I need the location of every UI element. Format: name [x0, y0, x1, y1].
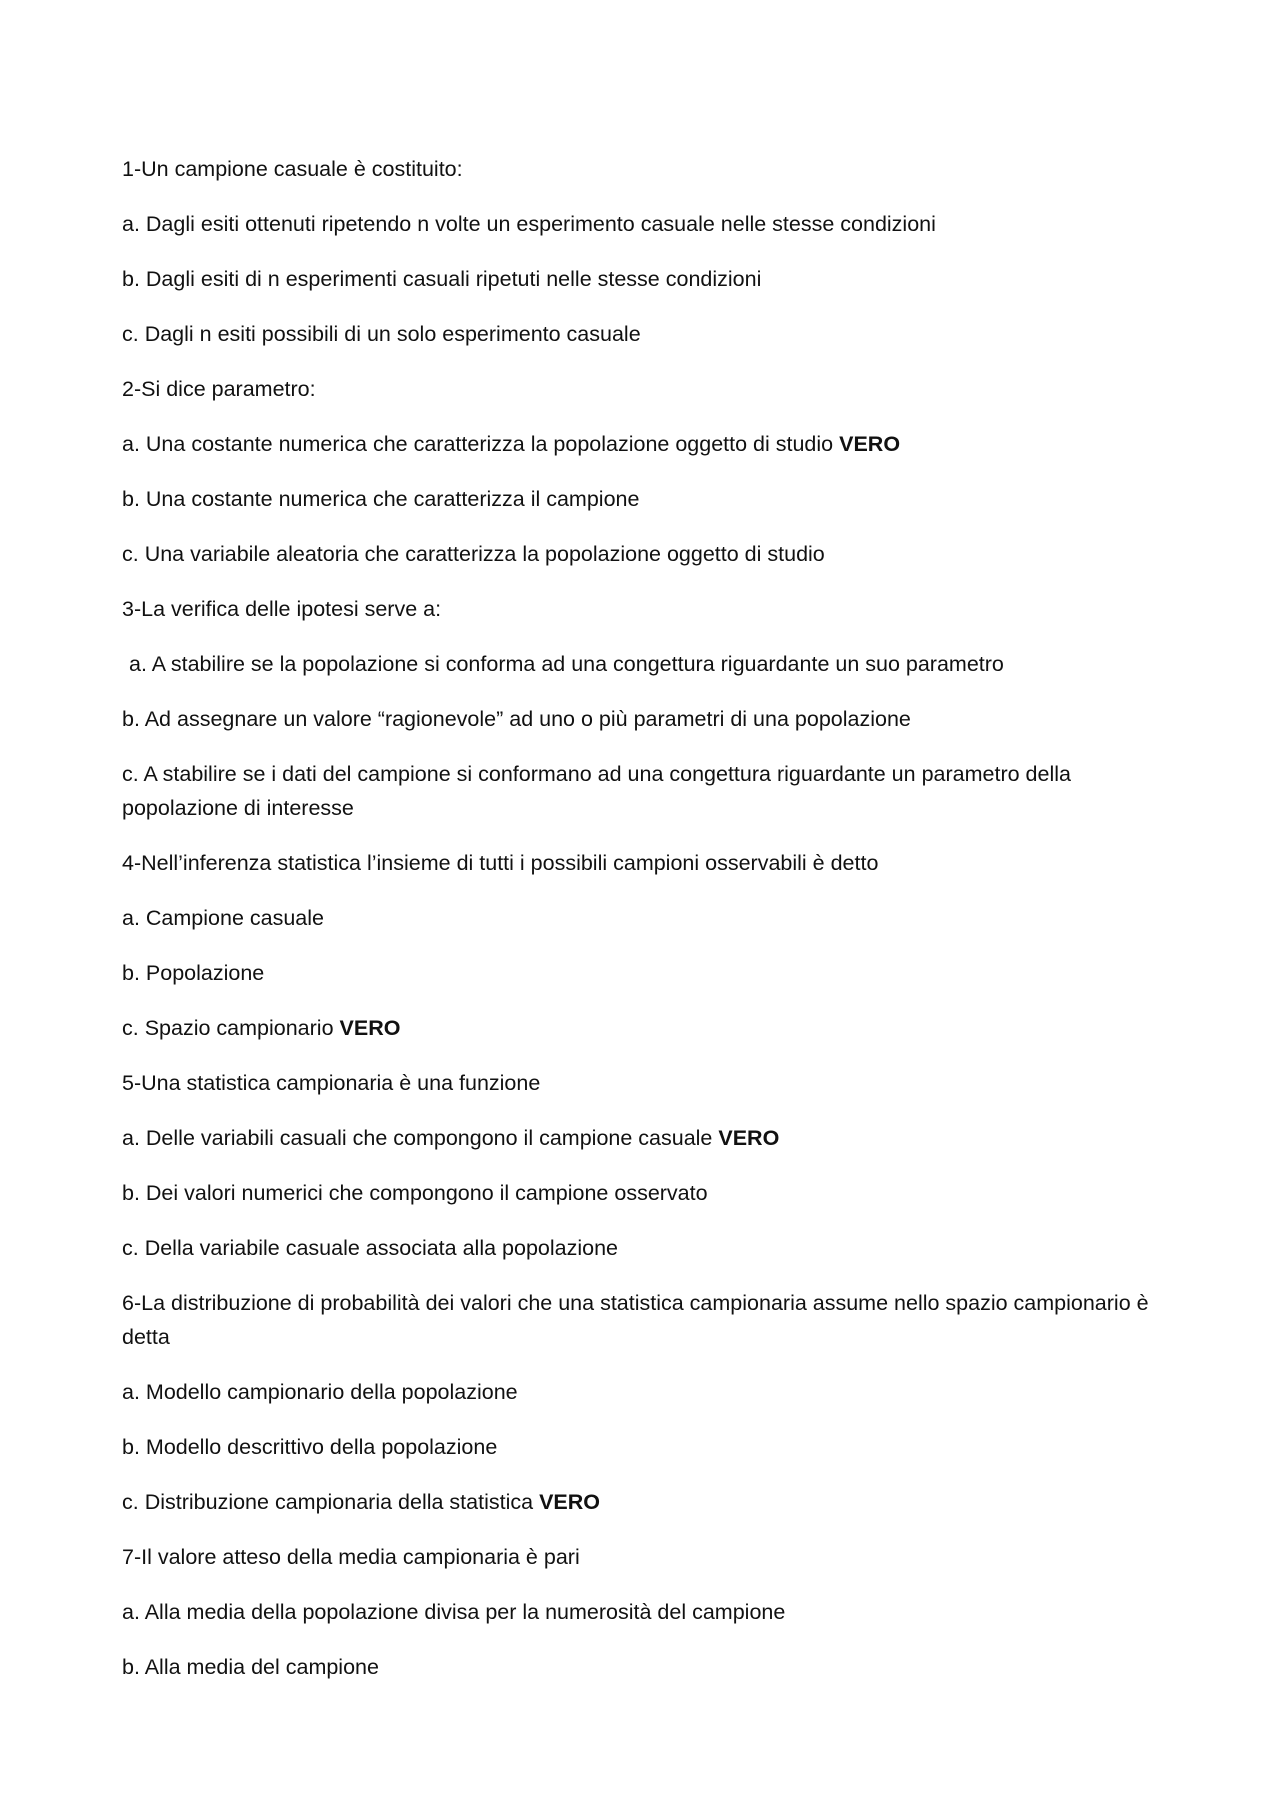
answer-text: a. Alla media della popolazione divisa per la numerosità del campione — [122, 1600, 786, 1624]
answer-text: a. A stabilire se la popolazione si conforma ad una congettura riguardante un suo parametro — [129, 652, 1004, 676]
answer-6a — [122, 1375, 1162, 1409]
question-text: 5-Una statistica campionaria è una funzione — [122, 1071, 541, 1095]
document-body — [122, 152, 1162, 1705]
answer-4b — [122, 956, 1162, 990]
answer-text: a. Modello campionario della popolazione — [122, 1380, 518, 1404]
question-5 — [122, 1066, 1162, 1100]
answer-text: c. Distribuzione campionaria della statistica — [122, 1490, 534, 1514]
question-text: 4-Nell’inferenza statistica l’insieme di tutti i possibili campioni osservabili è detto — [122, 851, 879, 875]
answer-text: a. Delle variabili casuali che compongono il campione casuale — [122, 1126, 713, 1150]
question-text: 1-Un campione casuale è costituito: — [122, 157, 463, 181]
question-4 — [122, 846, 1162, 880]
answer-2a — [122, 427, 1162, 461]
question-text: 3-La verifica delle ipotesi serve a: — [122, 597, 442, 621]
question-2 — [122, 372, 1162, 406]
answer-text: b. Una costante numerica che caratterizza il campione — [122, 487, 640, 511]
answer-text: b. Modello descrittivo della popolazione — [122, 1435, 498, 1459]
correct-mark: VERO — [539, 1490, 600, 1514]
question-1 — [122, 152, 1162, 186]
correct-mark: VERO — [718, 1126, 780, 1150]
answer-text: b. Alla media del campione — [122, 1655, 379, 1679]
answer-text: c. Spazio campionario — [122, 1016, 334, 1040]
answer-text: c. Della variabile casuale associata alla popolazione — [122, 1236, 618, 1260]
answer-2c — [122, 537, 1162, 571]
question-7 — [122, 1540, 1162, 1574]
answer-4c — [122, 1011, 1162, 1045]
answer-6b — [122, 1430, 1162, 1464]
answer-text: b. Dagli esiti di n esperimenti casuali ripetuti nelle stesse condizioni — [122, 267, 762, 291]
answer-text: c. Dagli n esiti possibili di un solo esperimento casuale — [122, 322, 641, 346]
answer-text: b. Popolazione — [122, 961, 265, 985]
answer-1c — [122, 317, 1162, 351]
answer-3b — [122, 702, 1162, 736]
answer-text: b. Ad assegnare un valore “ragionevole” ad uno o più parametri di una popolazione — [122, 707, 911, 731]
answer-text: a. Una costante numerica che caratterizza la popolazione oggetto di studio — [122, 432, 834, 456]
question-6 — [122, 1286, 1162, 1354]
answer-1a — [122, 207, 1162, 241]
answer-7b — [122, 1650, 1162, 1684]
answer-text: b. Dei valori numerici che compongono il campione osservato — [122, 1181, 708, 1205]
answer-5b — [122, 1176, 1162, 1210]
correct-mark: VERO — [339, 1016, 401, 1040]
question-text: 6-La distribuzione di probabilità dei valori che una statistica campionaria assume nello spazio campionario è detta — [122, 1291, 1149, 1349]
answer-3c — [122, 757, 1162, 825]
question-text: 7-Il valore atteso della media campionaria è pari — [122, 1545, 580, 1569]
answer-7a — [122, 1595, 1162, 1629]
answer-text: c. A stabilire se i dati del campione si conformano ad una congettura riguardante un parametro della popolazione di interesse — [122, 762, 1071, 820]
answer-4a — [122, 901, 1162, 935]
question-text: 2-Si dice parametro: — [122, 377, 316, 401]
question-3 — [122, 592, 1162, 626]
answer-5a — [122, 1121, 1162, 1155]
answer-5c — [122, 1231, 1162, 1265]
answer-2b — [122, 482, 1162, 516]
answer-text: a. Campione casuale — [122, 906, 324, 930]
answer-text: a. Dagli esiti ottenuti ripetendo n volte un esperimento casuale nelle stesse condizioni — [122, 212, 936, 236]
correct-mark: VERO — [839, 432, 901, 456]
answer-3a — [122, 647, 1162, 681]
answer-1b — [122, 262, 1162, 296]
answer-text: c. Una variabile aleatoria che caratterizza la popolazione oggetto di studio — [122, 542, 825, 566]
answer-6c — [122, 1485, 1162, 1519]
